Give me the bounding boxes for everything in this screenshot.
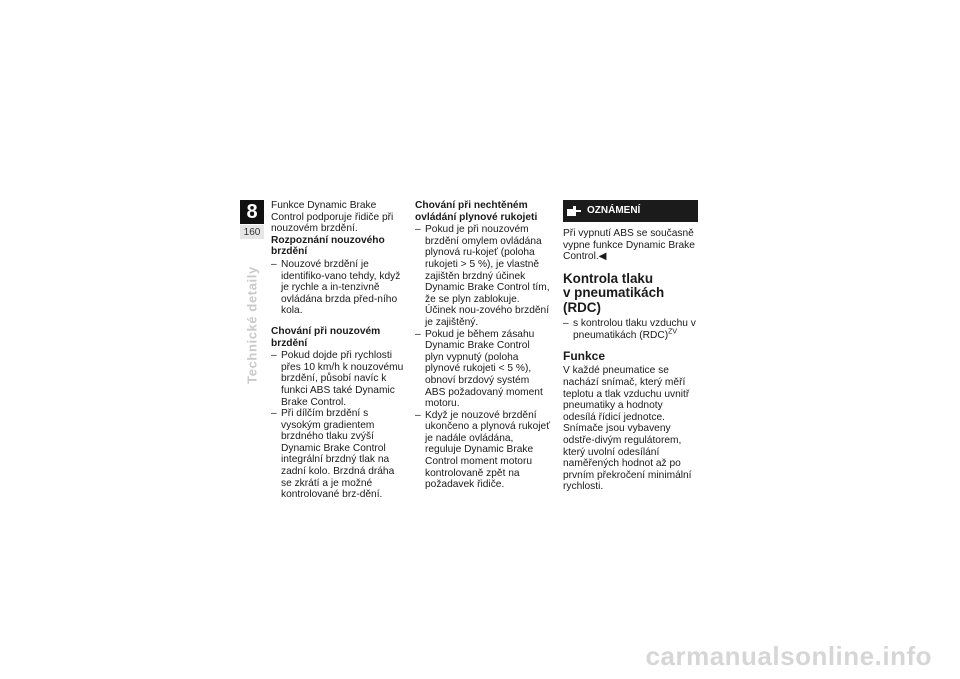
section-heading-line2: v pneumatikách (RDC) (563, 285, 665, 315)
notice-label: OZNÁMENÍ (587, 205, 641, 217)
subheading-function: Funkce (563, 349, 606, 364)
site-watermark: carmanualsonline.info (645, 641, 932, 671)
chapter-title-vertical: Technické detaily (244, 266, 260, 384)
function-body: V každé pneumatice se nachází snímač, který měří teplotu a tlak vzduchu uvnitř pneumatiky a hodnoty odesílá řídicí jednotce. Snímače jsou vybaveny odstře-divým regulátorem, který uvolní odesílání naměřených hodnot až po prvním překročení minimální rychlosti. (563, 365, 692, 493)
list-item: – Nouzové brzdění je identifiko-vano tehdy, když je rychle a in-tenzivně ovládána brzda před-ního kola. (271, 259, 407, 317)
optional-equipment-mark: ZV (668, 328, 678, 336)
list-throttle (415, 224, 551, 491)
list-item: – Když je nouzové brzdění ukončeno a plynová rukojeť je nadále ovládána, reguluje Dynamic Brake Control moment motoru kontrolovaně zpět na požadavek řidiče. (415, 410, 551, 491)
section-heading-rdc (563, 272, 698, 316)
heading-recognition: Rozpoznání nouzového brzdění (271, 234, 385, 258)
heading-throttle: Chování při nechtěném ovládání plynové rukojeti (415, 200, 538, 223)
page-number: 160 (240, 225, 264, 239)
list-recognition (271, 259, 407, 317)
list-item: – Pokud dojde při rychlosti přes 10 km/h k nouzovému brzdění, působí navíc k funkci ABS také Dynamic Brake Control. (271, 350, 407, 408)
notice-hand-icon (567, 206, 581, 217)
list-item (563, 318, 698, 341)
notice-banner (563, 200, 698, 222)
section-heading-line1: Kontrola tlaku (563, 270, 654, 286)
list-item: – Při dílčím brzdění s vysokým gradientem brzdného tlaku zvýší Dynamic Brake Control integrální brzdný tlak na zadní kolo. Brzdná dráha se zkrátí a je možné kontrolované brz-dění. (271, 408, 407, 501)
list-item: – Pokud je při nouzovém brzdění omylem ovládána plynová ru-kojeť (poloha rukojeti > 5 %), je vlastně zajištěn brzdný účinek Dynamic Brake Control tím, že se plyn zablokuje. Účinek nou-zového brzdění je zajištěný. (415, 224, 551, 328)
list-rdc (563, 318, 698, 341)
notice-text: Při vypnutí ABS se současně vypne funkce Dynamic Brake Control.◀ (563, 228, 695, 263)
heading-behavior: Chování při nouzovém brzdění (271, 325, 381, 349)
list-item: – Pokud je během zásahu Dynamic Brake Control plyn vypnutý (poloha plynové rukojeti < 5 %), obnoví brzdový systém ABS požadovaný moment motoru. (415, 329, 551, 410)
list-behavior (271, 350, 407, 501)
list-item-text: s kontrolou tlaku vzduchu v pneumatikách (RDC) (573, 318, 696, 341)
column-1 (271, 200, 407, 501)
column-3 (563, 200, 698, 493)
intro-text: Funkce Dynamic Brake Control podporuje řidiče při nouzovém brzdění. (271, 200, 394, 235)
chapter-number: 8 (240, 200, 264, 224)
column-2 (415, 200, 551, 491)
